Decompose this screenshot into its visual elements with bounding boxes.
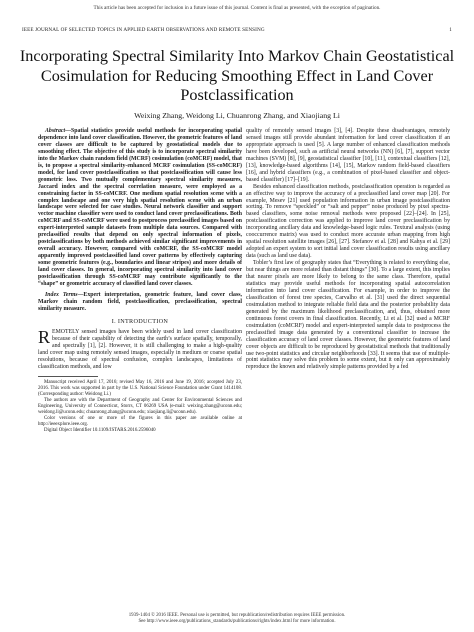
abstract-label: Abstract [45,128,66,134]
footnote-color: Color versions of one or more of the figures in this paper are available online at http://ieeexplore.ieee.org. [38,415,242,427]
abstract-text: —Spatial statistics provide useful methods for incorporating spatial dependence into land cover classification. However, the geometric features of land cover classes are difficult to be captured by geostatistical models due to smoothing effect. The objective of this study is to incorporate spectral similarity into the Markov chain random field (MCRF) cosimulation (coMCRF) model, that is, to propose a spectral similarity-enhanced MCRF cosimulation (SS-coMCRF) model, for land cover postclassification so that postclassification will cause less geometric loss. Two mutually complementary spectral similarity measures, Jaccard index and the spectral correlation measure, were employed as a constraining factor in SS-coMCRF. One medium spatial resolution scene with a complex landscape and one very high spatial resolution scene with an urban landscape were selected for case studies. Neural network classifier and support vector machine classifier were used to conduct land cover preclassifications. Both coMCRF and SS-coMCRF were used to postprocess preclassified images based on expert-interpreted sample datasets from multiple data sources. Compared with preclassified results that depend on only spectral information of pixels, postclassifications by both methods achieved similar significant improvements in overall accuracy. However, compared with coMCRF, the SS-coMCRF model apparently improved postclassified land cover patterns by effectively capturing some geometric features (e.g., boundaries and linear stripes) and more details of land cover classes. In general, incorporating spectral similarity into land cover postclassification through SS-coMCRF may contribute significantly to the “shape” or geometric accuracy of classified land cover classes. [38,128,242,287]
section-heading-text: I. INTRODUCTION [111,317,169,325]
index-terms-label: Index Terms [45,291,78,298]
drop-cap: R [38,326,51,347]
body-paragraph-2: Besides enhanced classification methods, postclassification operation is regarded as an effective way to improve the accuracy of a preclassified land cover map [20]. For example, Mesev [21] used population information in urban image postclassification sorting. To remove “speckled” or “salt and pepper” noise produced by pixel spectra-based classifiers, some noise removal methods were proposed [22]–[24]. In [25], postclassification correction was applied to improve land cover preclassification by incorporating ancillary data and knowledge-based logic rules. Textural analysis (using cooccurrence matrix) was used to conduct more accurate urban mapping from high spatial resolution satellite images [26], [27]. Stefanov et al. [28] and Kahya et al. [29] adopted an expert system to sort initial land cover classification results using ancillary data (such as land use data). [246,183,450,260]
abstract [38,128,242,288]
permissions-line: See http://www.ieee.org/publications_standards/publications/rights/index.html for more information. [138,619,336,624]
section-heading [38,319,242,326]
body-paragraph-1: quality of remotely sensed images [3], [4]. Despite these disadvantages, remotely sensed images still provide abundant information for land cover classification if an appropriate approach is used [5]. A large number of enhanced classification methods have been developed, such as artificial neural networks (NN) [6], [7], support vector machines (SVM) [8], [9], geostatistical classifier [10], [11], contextual classifiers [12], [13], knowledge-based algorithms [14], [15], Markov random field-based classifiers [16], and hybrid classifiers (e.g., a combination of pixel-based classifier and object-based classifier) [17]–[19]. [246,128,450,183]
footnote-received: Manuscript received April 17, 2016; revised May 16, 2016 and June 19, 2016; accepted July 23, 2016. This work was supported in part by the U.S. National Science Foundation under Grant 1414108. (Corresponding author: Weidong Li.) [38,380,242,398]
footnote-doi: Digital Object Identifier 10.1109/JSTARS.2016.2596040 [44,427,156,433]
copyright-line: 1939-1404 © 2016 IEEE. Personal use is permitted, but republication/redistribution requires IEEE permission. [128,613,346,618]
intro-text: EMOTELY sensed images have been widely used in land cover classification because of their capability of detecting the earth’s surface spatially, temporally, and spectrally [1], [2]. However, it is still challenging to make a high-quality land cover map using remotely sensed images, especially in medium or coarse spatial resolutions, because of spectral confusion, complex landscapes, limitations of classification methods, and low [38,328,242,370]
author-list: Weixing Zhang, Weidong Li, Chuanrong Zhang, and Xiaojiang Li [134,111,340,120]
body-paragraph-3: Tobler’s first law of geography states that “Everything is related to everything else, but near things are more related than distant things” [30]. To a large extent, this implies that nearer pixels are more likely to belong to the same class. Therefore, spatial statistics may provide useful methods for incorporating spatial autocorrelation information into land cover classification. For example, in order to improve the classification of forest tree species, Carvalho et al. [31] used the direct sequential cosimulation method to integrate reliable field data and the posterior probability data generated by the maximum likelihood preclassification, and, thus, obtained more continuous forest covers in final classification. Recently, Li et al. [32] used a MCRF cosimulation (coMCRF) model and expert-interpreted sample data to postprocess the preclassified image data generated by a conventional classifier to increase the classification accuracy of land cover classes. However, the geometric features of land cover objects are difficult to be reproduced by geostatistical methods that traditionally use two-point statistics and circular neighborhoods [33]. It seems that use of multiple-point statistics may solve this problem to some extent, but it only can approximately reproduce the known and relatively simple patterns provided by a fed [246,260,451,371]
left-column [38,128,242,434]
acceptance-notice: This article has been accepted for inclusion in a future issue of this journal. Content is final as presented, with the exception of pagination. [93,5,381,11]
footnote-divider [38,376,98,377]
right-column [246,128,450,371]
intro-paragraph [38,326,242,371]
index-terms [38,292,242,313]
journal-name: IEEE JOURNAL OF SELECTED TOPICS IN APPLIED EARTH OBSERVATIONS AND REMOTE SENSING [22,27,265,33]
index-terms-text: —Expert interpretation, geometric feature, land cover class, Markov chain random field, postclassification, preclassification, spectral similarity measure. [38,291,242,312]
page-number: 1 [449,27,452,33]
running-head [22,27,452,33]
footnote-affiliation: The authors are with the Department of Geography and Center for Environmental Sciences and Engineering, University of Connecticut, Storrs, CT 06269 USA (e-mail: weixing.zhang@uconn.edu; weidong.li@uconn.edu; chuanrong.zhang@uconn.edu; xiaojiang.li@uconn.edu). [38,398,242,415]
paper-title: Incorporating Spectral Similarity Into Markov Chain Geostatistical Cosimulation for Reducing Smoothing Effect in Land Cover Postclassification [19,47,455,105]
